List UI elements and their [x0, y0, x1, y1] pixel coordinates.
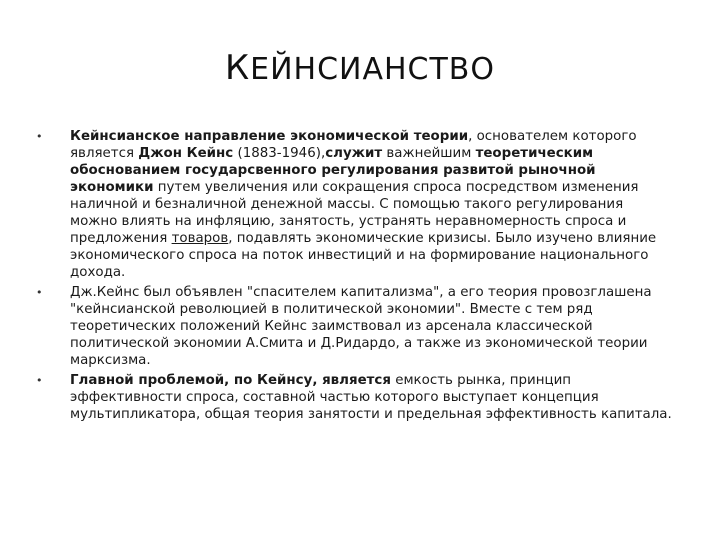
text-segment: Дж.Кейнс был объявлен "спасителем капитализма", а его теория провозглашена "кейнсианской революцией в политической экономии". Вместе с тем ряд теоретических положений Кейнс заимствовал из арсенала классической политической экономии А.Смита и Д.Ридардо, а также из экономической теории марксизма.	[70, 285, 652, 368]
text-segment: Кейнсианское направление экономической теории	[70, 129, 469, 144]
bullet-text-keynesian-direction	[70, 129, 656, 280]
text-segment: Главной проблемой, по Кейнсу, является	[70, 373, 391, 388]
text-segment: теоретическим обоснованием государсвенного регулирования развитой рыночной экономики	[70, 146, 596, 195]
slide-title-initial: К	[224, 48, 251, 88]
bullet-list	[36, 128, 672, 426]
text-segment: (1883-1946),	[233, 146, 326, 161]
bullet-marker-icon: •	[36, 130, 43, 143]
slide-title	[0, 48, 720, 88]
text-segment: путем увеличения или сокращения спроса посредством изменения наличной и безналичной денежной массы. С помощью такого регулирования можно влиять на инфляцию, занятость, устранять неравномерность спроса и предложения	[70, 180, 639, 246]
bullet-marker-icon: •	[36, 374, 43, 387]
text-segment: важнейшим	[382, 146, 476, 161]
text-segment: , подавлять экономические кризисы. Было изучено влияние экономического спроса на поток инвестиций и на формирование национального дохода.	[70, 231, 657, 280]
bullet-marker-icon: •	[36, 286, 43, 299]
text-segment: служит	[325, 146, 383, 161]
bullet-text-main-problem	[70, 373, 672, 422]
text-segment: Джон Кейнс	[138, 146, 234, 161]
bullet-item	[36, 128, 672, 281]
bullet-item	[36, 372, 672, 423]
text-segment: емкость рынка, принцип эффективности спроса, составной частью которого выступает концепция мультипликатора, общая теория занятости и предельная эффективность капитала.	[70, 373, 672, 422]
text-segment: , основателем которого является	[70, 129, 637, 161]
bullet-text-keynes-savior	[70, 285, 652, 368]
goods-link[interactable]: товаров	[171, 231, 229, 246]
slide-title-rest: ЕЙНСИАНСТВО	[250, 52, 496, 87]
bullet-item	[36, 284, 672, 369]
